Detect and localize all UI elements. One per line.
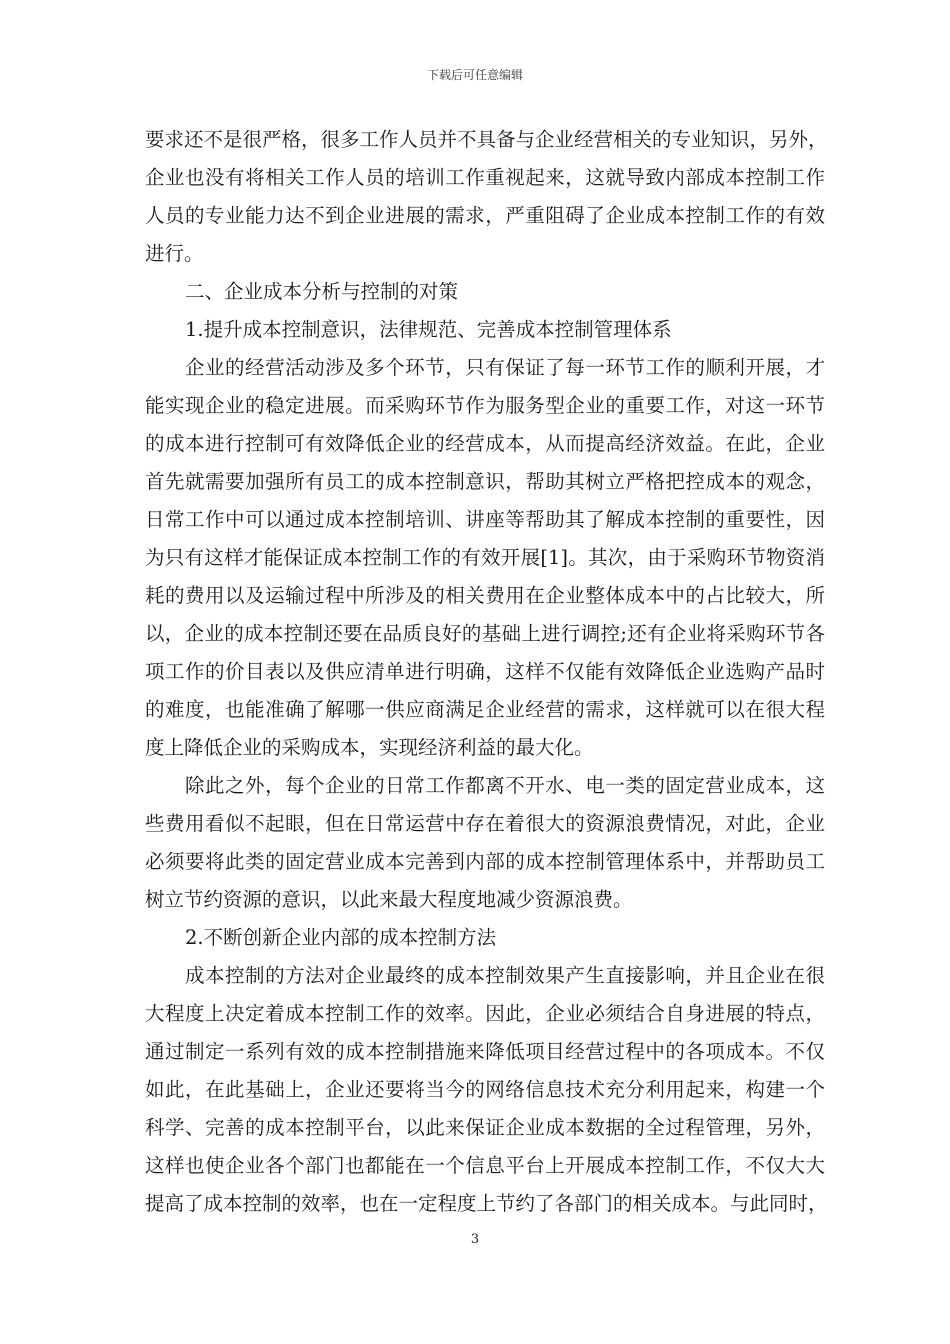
page-header: 下载后可任意编辑 xyxy=(426,68,523,82)
text-line: 大程度上决定着成本控制工作的效率。因此，企业必须结合自身进展的特点， xyxy=(145,1002,825,1025)
text-line: 提高了成本控制的效率，也在一定程度上节约了各部门的相关成本。与此同时， xyxy=(145,1192,828,1215)
text-line: 必须要将此类的固定营业成本完善到内部的成本控制管理体系中，并帮助员工 xyxy=(145,850,825,873)
text-line: 通过制定一系列有效的成本控制措施来降低项目经营过程中的各项成本。不仅 xyxy=(145,1040,825,1063)
text-line: 这样也使企业各个部门也都能在一个信息平台上开展成本控制工作，不仅大大 xyxy=(145,1154,825,1177)
text-line: 进行。 xyxy=(145,242,204,265)
text-line: 企业也没有将相关工作人员的培训工作重视起来，这就导致内部成本控制工作 xyxy=(145,166,825,189)
text-line: 的成本进行控制可有效降低企业的经营成本，从而提高经济效益。在此，企业 xyxy=(145,432,825,455)
subsection-heading: 1.提升成本控制意识，法律规范、完善成本控制管理体系 xyxy=(185,318,672,341)
text-line: 以，企业的成本控制还要在品质良好的基础上进行调控;还有企业将采购环节各 xyxy=(145,622,825,645)
text-line: 如此，在此基础上，企业还要将当今的网络信息技术充分利用起来，构建一个 xyxy=(145,1078,825,1101)
text-line: 树立节约资源的意识，以此来最大程度地减少资源浪费。 xyxy=(145,888,633,911)
text-line: 科学、完善的成本控制平台，以此来保证企业成本数据的全过程管理，另外， xyxy=(145,1116,825,1139)
text-line: 成本控制的方法对企业最终的成本控制效果产生直接影响，并且企业在很 xyxy=(185,964,825,987)
text-line: 首先就需要加强所有员工的成本控制意识，帮助其树立严格把控成本的观念， xyxy=(145,470,825,493)
text-line: 人员的专业能力达不到企业进展的需求，严重阻碍了企业成本控制工作的有效 xyxy=(145,204,825,227)
text-line: 些费用看似不起眼，但在日常运营中存在着很大的资源浪费情况，对此，企业 xyxy=(145,812,825,835)
text-line: 的难度，也能准确了解哪一供应商满足企业经营的需求，这样就可以在很大程 xyxy=(145,698,825,721)
text-line: 耗的费用以及运输过程中所涉及的相关费用在企业整体成本中的占比较大，所 xyxy=(145,584,825,607)
document-body xyxy=(145,121,828,1223)
text-line: 能实现企业的稳定进展。而采购环节作为服务型企业的重要工作，对这一环节 xyxy=(145,394,825,417)
text-line: 要求还不是很严格，很多工作人员并不具备与企业经营相关的专业知识，另外， xyxy=(145,128,828,151)
text-line: 企业的经营活动涉及多个环节，只有保证了每一环节工作的顺利开展，才 xyxy=(185,356,825,379)
text-line: 项工作的价目表以及供应清单进行明确，这样不仅能有效降低企业选购产品时 xyxy=(145,660,825,683)
section-heading: 二、企业成本分析与控制的对策 xyxy=(185,280,459,303)
text-line: 为只有这样才能保证成本控制工作的有效开展[1]。其次，由于采购环节物资消 xyxy=(145,546,825,569)
subsection-heading: 2.不断创新企业内部的成本控制方法 xyxy=(185,926,497,949)
page-number: 3 xyxy=(470,1232,480,1247)
text-line: 日常工作中可以通过成本控制培训、讲座等帮助其了解成本控制的重要性，因 xyxy=(145,508,825,531)
text-line: 除此之外，每个企业的日常工作都离不开水、电一类的固定营业成本，这 xyxy=(185,774,825,797)
text-line: 度上降低企业的采购成本，实现经济利益的最大化。 xyxy=(145,736,594,759)
